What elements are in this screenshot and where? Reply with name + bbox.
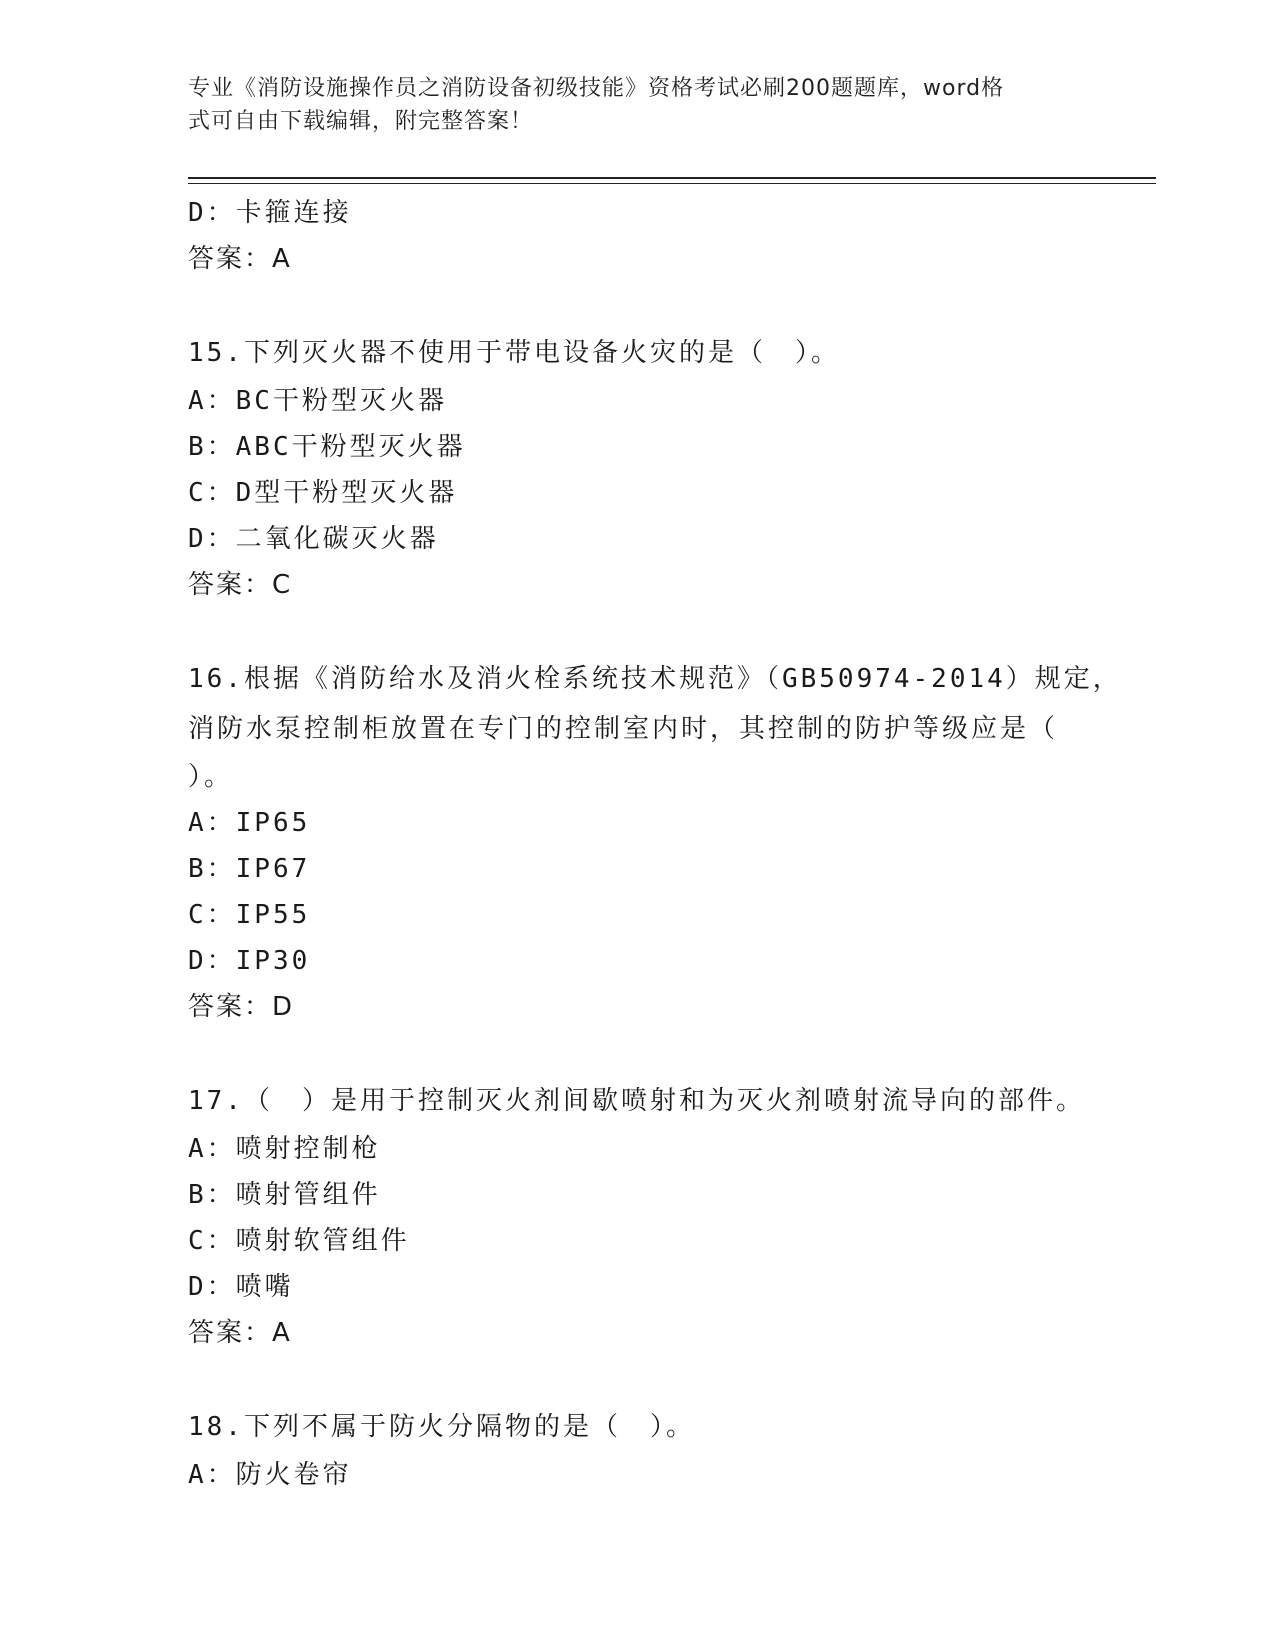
question-stem-line-1: 16.根据《消防给水及消火栓系统技术规范》（GB50974-2014）规定， [188,664,1122,694]
question-block-15 [188,328,1088,608]
option-a: A：BC干粉型灭火器 [188,386,447,416]
question-block-prev [188,190,1088,282]
option-c: C：IP55 [188,900,311,930]
question-stem-line-2: 消防水泵控制柜放置在专门的控制室内时，其控制的防护等级应是（ [188,714,1059,744]
header-line-1: 专业《消防设施操作员之消防设备初级技能》资格考试必刷200题题库，word格 [188,76,1005,101]
spacer [188,282,1088,328]
question-block-17 [188,1076,1088,1356]
spacer [188,608,1088,654]
option-b: B：IP67 [188,854,311,884]
question-block-18 [188,1402,1088,1498]
question-stem: 17.（ ）是用于控制灭火剂间歇喷射和为灭火剂喷射流导向的部件。 [188,1086,1085,1116]
option-d: D：IP30 [188,946,311,976]
answer-line: 答案：D [188,992,295,1022]
option-d: D：卡箍连接 [188,198,352,228]
spacer [188,1356,1088,1402]
document-header [188,72,1068,138]
spacer [188,1030,1088,1076]
answer-line: 答案：A [188,244,292,274]
option-b: B：ABC干粉型灭火器 [188,432,466,462]
option-c: C：喷射软管组件 [188,1226,410,1256]
header-divider-thick [188,177,1156,179]
option-b: B：喷射管组件 [188,1180,381,1210]
question-stem-line-3: ）。 [188,762,234,792]
option-d: D：喷嘴 [188,1272,294,1302]
answer-line: 答案：A [188,1318,292,1348]
option-c: C：D型干粉型灭火器 [188,478,458,508]
option-a: A：IP65 [188,808,311,838]
question-list [188,190,1122,1498]
option-a: A：喷射控制枪 [188,1134,381,1164]
option-a: A：防火卷帘 [188,1460,352,1490]
option-d: D：二氧化碳灭火器 [188,524,439,554]
question-block-16 [188,654,1122,1030]
header-divider-thin [188,183,1156,184]
question-stem: 18.下列不属于防火分隔物的是（ ）。 [188,1412,695,1442]
question-stem: 15.下列灭火器不使用于带电设备火灾的是（ ）。 [188,338,840,368]
header-line-2: 式可自由下载编辑，附完整答案！ [188,109,534,134]
answer-line: 答案：C [188,570,293,600]
